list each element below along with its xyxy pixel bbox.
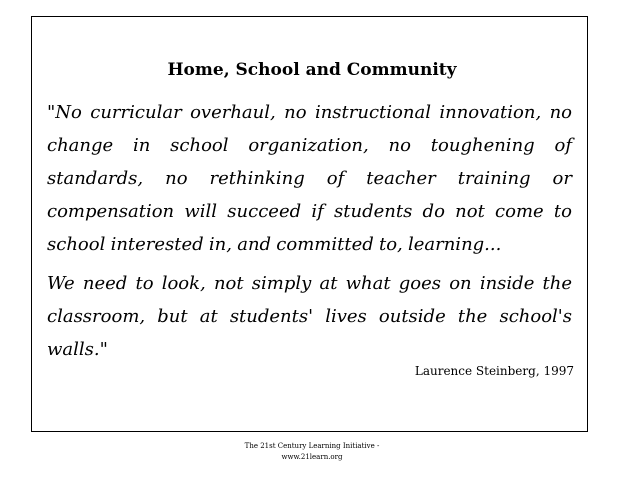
slide-title: Home, School and Community [167, 60, 457, 80]
quote-paragraph-1: "No curricular overhaul, no instructional innovation, no change in school organization, no toughening of standards, no rethinking of teacher training or compensation will succeed if students do not come to school interested in, and committed to, learning... [47, 102, 572, 255]
quote-paragraph-2: We need to look, not simply at what goes on inside the classroom, but at students' lives outside the school's walls." [47, 273, 572, 360]
quote-attribution: Laurence Steinberg, 1997 [414, 364, 574, 378]
footer [0, 441, 624, 463]
footer-website: www.21learn.org [281, 453, 343, 461]
footer-organization: The 21st Century Learning Initiative - [244, 442, 380, 450]
